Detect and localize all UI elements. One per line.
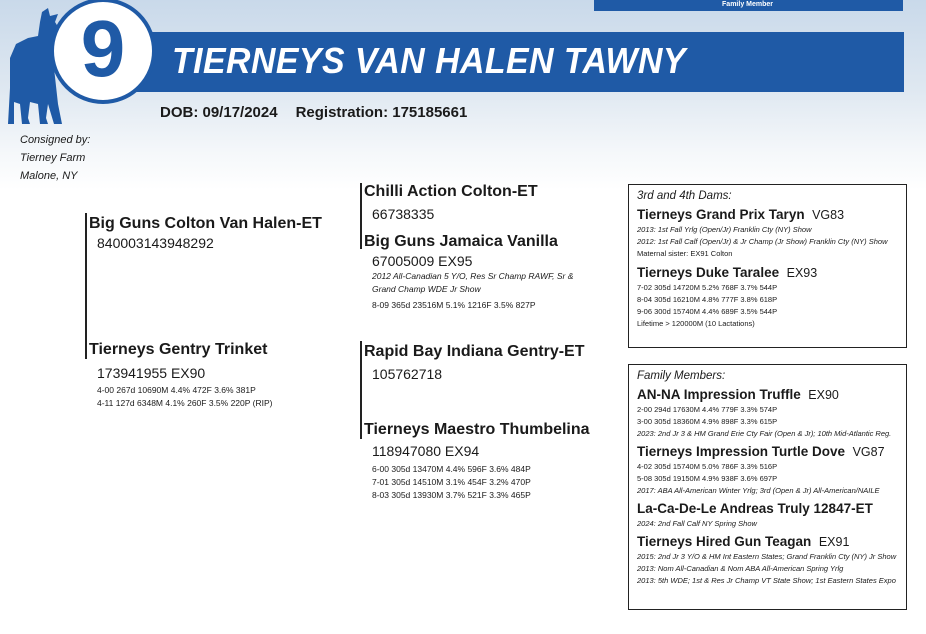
family-entry-line: 4-02 305d 15740M 5.0% 786F 3.3% 516P [637, 462, 778, 471]
dams-entry-line: 2012: 1st Fall Calf (Open/Jr) & Jr Champ (Jr Show) Franklin Cty (NY) Show [637, 237, 888, 246]
sire [89, 214, 322, 252]
family-entry-name: Tierneys Impression Turtle Dove VG87 [637, 444, 885, 459]
sire-dam-record: 8-09 365d 23516M 5.1% 1216F 3.5% 827P [372, 300, 536, 310]
dam-name: Tierneys Gentry Trinket [89, 341, 268, 358]
family-entry-line: 2024: 2nd Fall Calf NY Spring Show [637, 519, 757, 528]
family-entry-line: 2015: 2nd Jr 3 Y/O & HM Int Eastern States; Grand Franklin Cty (NY) Jr Show [637, 552, 897, 561]
dams-box-heading: 3rd and 4th Dams: [637, 190, 732, 202]
dams-entry-line: 8-04 305d 16210M 4.8% 777F 3.8% 618P [637, 295, 778, 304]
consigned-farm: Tierney Farm [20, 152, 86, 164]
dams-entry-name: Tierneys Grand Prix Taryn VG83 [637, 207, 845, 222]
sire-dam-award: 2012 All-Canadian 5 Y/O, Res Sr Champ RAWF, Sr & [372, 271, 574, 281]
family-entry-line: 2023: 2nd Jr 3 & HM Grand Erie Cty Fair (Open & Jr); 10th Mid-Atlantic Reg. [637, 429, 892, 438]
dams-entry-line: 2013: 1st Fall Yrlg (Open/Jr) Franklin Cty (NY) Show [637, 225, 812, 234]
dam-dam-record: 8-03 305d 13930M 3.7% 521F 3.3% 465P [372, 490, 531, 500]
dam-sire [364, 342, 584, 383]
sire-reg: 840003143948292 [97, 235, 214, 251]
family-entry-line: 3-00 305d 18360M 4.9% 898F 3.3% 615P [637, 417, 778, 426]
registration: Registration: 175185661 [295, 104, 468, 121]
pedigree-line-dam-parents [360, 341, 362, 439]
pedigree-line-sire [85, 213, 87, 359]
dams-entry-line: Lifetime > 120000M (10 Lactations) [637, 319, 755, 328]
dob: DOB: 09/17/2024 [160, 104, 278, 121]
lot-number: 9 [80, 4, 126, 93]
dam-dam [364, 420, 590, 502]
sire-dam [364, 232, 573, 312]
dams-entry-line: 7-02 305d 14720M 5.2% 768F 3.7% 544P [637, 283, 778, 292]
dam-sire-name: Rapid Bay Indiana Gentry-ET [364, 343, 585, 360]
family-entry-name: Tierneys Hired Gun Teagan EX91 [637, 534, 850, 549]
consigned-label: Consigned by: [20, 134, 91, 146]
family-entry-line: 5-08 305d 19150M 4.9% 938F 3.6% 697P [637, 474, 778, 483]
family-entry-name: La-Ca-De-Le Andreas Truly 12847-ET [637, 501, 873, 516]
family-entry-line: 2013: Nom All-Canadian & Nom ABA All-American Spring Yrlg [637, 564, 844, 573]
dams-entry-line: Maternal sister: EX91 Colton [637, 249, 733, 258]
top-banner-text: Family Member [722, 1, 773, 8]
sire-name: Big Guns Colton Van Halen-ET [89, 215, 322, 232]
dam-dam-name: Tierneys Maestro Thumbelina [364, 421, 590, 438]
dob-registration-line [160, 104, 467, 121]
dams-entry-line: 9-06 300d 15740M 4.4% 689F 3.5% 544P [637, 307, 778, 316]
sire-dam-reg: 67005009 EX95 [372, 253, 473, 269]
sire-dam-award: Grand Champ WDE Jr Show [372, 284, 481, 294]
consigned-by [20, 131, 90, 185]
sire-sire-name: Chilli Action Colton-ET [364, 183, 538, 200]
pedigree-line-sire-parents [360, 183, 362, 249]
family-entry-line: 2-00 294d 17630M 4.4% 779F 3.3% 574P [637, 405, 778, 414]
family-entry-line: 2013: 5th WDE; 1st & Res Jr Champ VT State Show; 1st Eastern States Expo [637, 576, 896, 585]
dam-record: 4-00 267d 10690M 4.4% 472F 3.6% 381P [97, 385, 256, 395]
family-box-heading: Family Members: [637, 370, 726, 382]
dam-dam-record: 7-01 305d 14510M 3.1% 454F 3.2% 470P [372, 477, 531, 487]
animal-name-title: TIERNEYS VAN HALEN TAWNY [172, 40, 686, 81]
dam-sire-reg: 105762718 [372, 366, 443, 382]
third-fourth-dams-box [628, 184, 907, 348]
consigned-location: Malone, NY [20, 170, 78, 182]
sire-dam-name: Big Guns Jamaica Vanilla [364, 233, 558, 250]
sire-sire-reg: 66738335 [372, 206, 435, 222]
family-members-box [628, 364, 907, 610]
dam-reg: 173941955 EX90 [97, 365, 206, 381]
top-banner-strip [594, 0, 903, 11]
family-entry-name: AN-NA Impression Truffle EX90 [637, 387, 839, 402]
dam-record: 4-11 127d 6348M 4.1% 260F 3.5% 220P (RIP) [97, 398, 273, 408]
family-entry-line: 2017: ABA All-American Winter Yrlg; 3rd (Open & Jr) All-American/NAILE [637, 486, 880, 495]
dam-dam-record: 6-00 305d 13470M 4.4% 596F 3.6% 484P [372, 464, 531, 474]
dam-dam-reg: 118947080 EX94 [372, 443, 480, 459]
dams-entry-name: Tierneys Duke Taralee EX93 [637, 265, 818, 280]
dam [89, 340, 272, 410]
sire-sire [364, 182, 538, 223]
